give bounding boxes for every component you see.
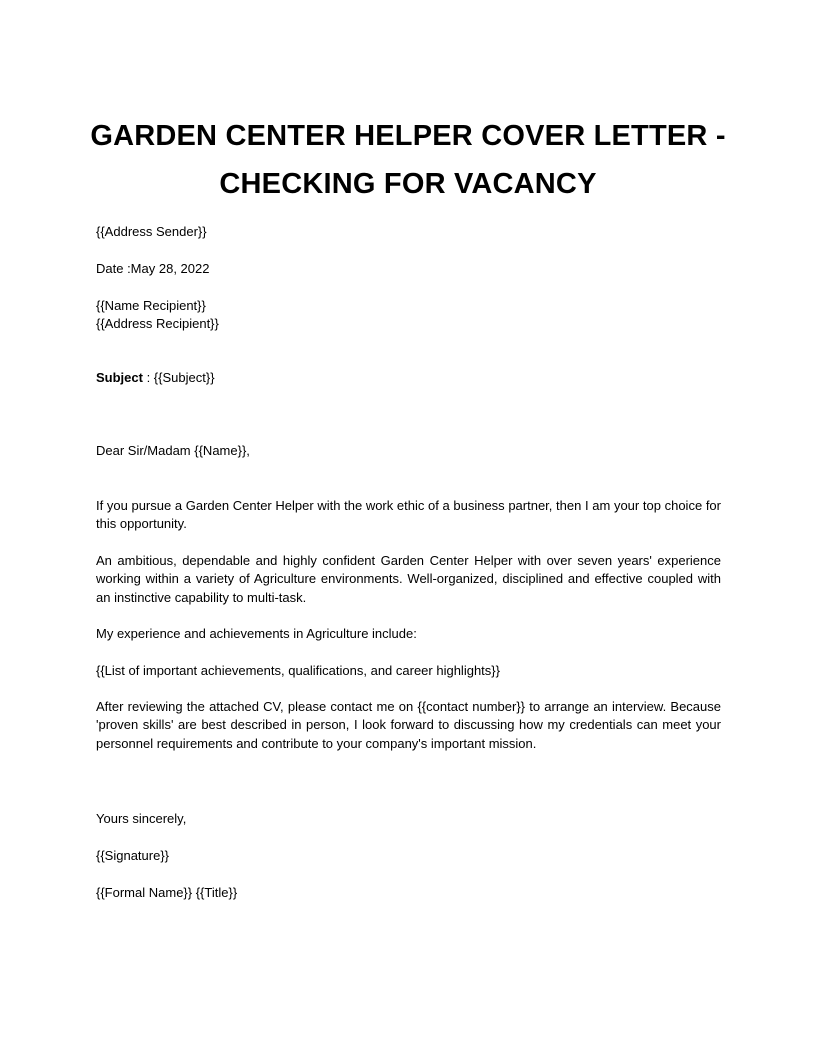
- subject-line: [96, 369, 721, 387]
- title-line-1: GARDEN CENTER HELPER COVER LETTER -: [90, 120, 726, 152]
- subject-label: Subject: [96, 370, 143, 385]
- paragraph-contact: After reviewing the attached CV, please contact me on {{contact number}} to arrange an interview. Because 'proven skills' are best described in person, I look forward to discussing how my credentials can meet your personnel requirements and contribute to your company's important mission.: [96, 699, 721, 751]
- address-sender: {{Address Sender}}: [96, 224, 207, 239]
- paragraph-achievements-intro: My experience and achievements in Agriculture include:: [96, 626, 417, 641]
- closing: Yours sincerely,: [96, 811, 187, 826]
- date-line: Date :May 28, 2022: [96, 261, 210, 276]
- salutation: Dear Sir/Madam {{Name}},: [96, 443, 250, 458]
- signature: {{Signature}}: [96, 848, 170, 863]
- name-recipient: {{Name Recipient}}: [96, 298, 206, 313]
- page-title: [60, 112, 756, 208]
- formal-name-title: {{Formal Name}} {{Title}}: [96, 885, 238, 900]
- subject-value: : {{Subject}}: [142, 370, 215, 385]
- paragraph-experience: An ambitious, dependable and highly confident Garden Center Helper with over seven years' experience working within a variety of Agriculture environments. Well-organized, disciplined and effective coupled with an instinctive capability to multi-task.: [96, 553, 721, 605]
- paragraph-intro: If you pursue a Garden Center Helper with the work ethic of a business partner, then I am your top choice for this opportunity.: [96, 498, 721, 532]
- title-line-2: CHECKING FOR VACANCY: [219, 168, 597, 200]
- achievements-placeholder: {{List of important achievements, qualifications, and career highlights}}: [96, 663, 500, 678]
- address-recipient: {{Address Recipient}}: [96, 316, 219, 331]
